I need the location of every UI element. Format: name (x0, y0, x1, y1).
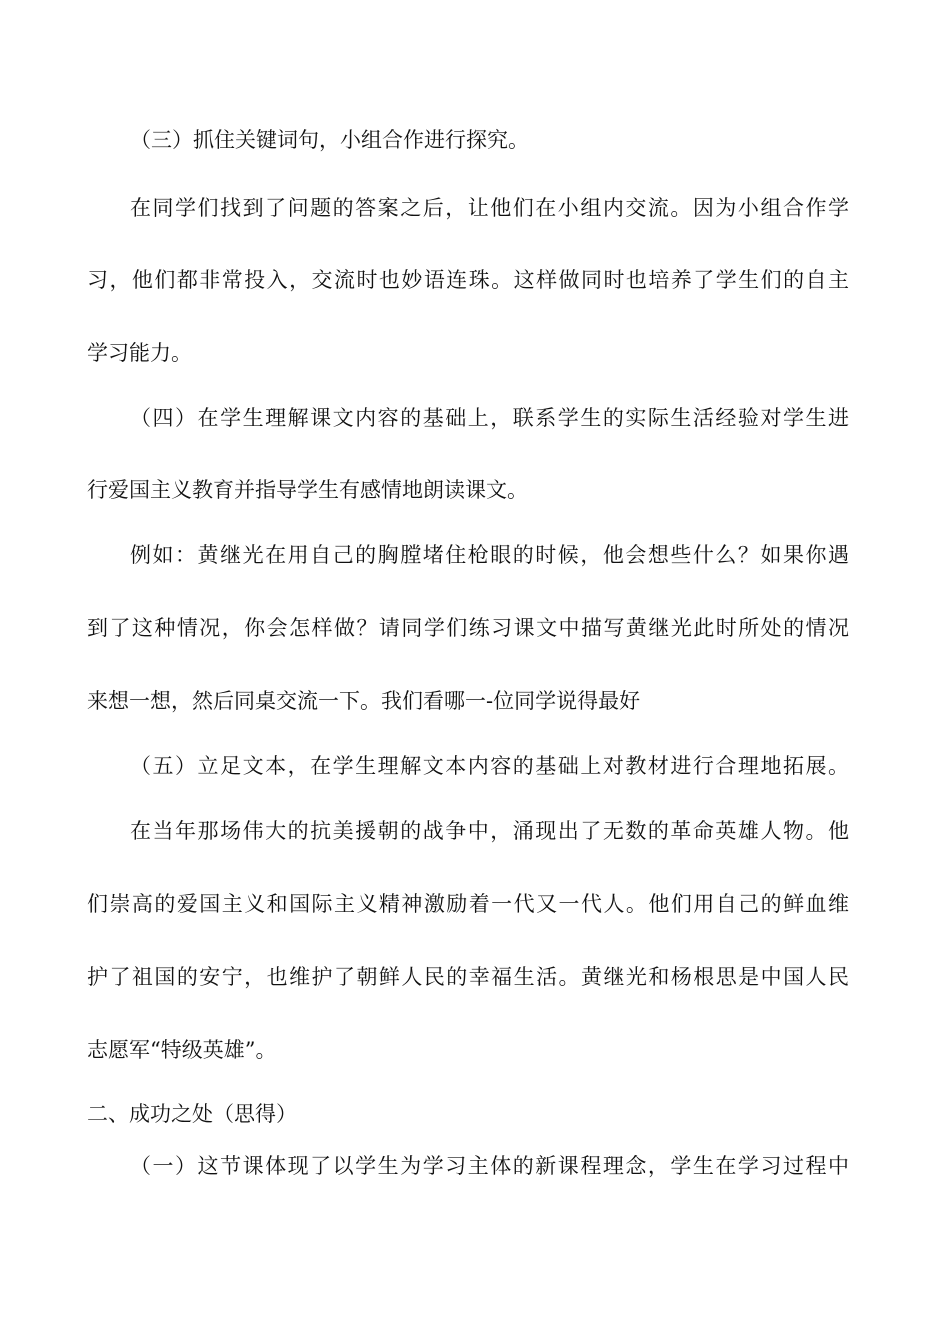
section-heading-three: （三）抓住关键词句，小组合作进行探究。 (130, 128, 529, 152)
paragraph-line: 到了这种情况，你会怎样做？请同学们练习课文中描写黄继光此时所处的情况 (87, 616, 849, 640)
paragraph-line: 例如：黄继光在用自己的胸膛堵住枪眼的时候，他会想些什么？如果你遇 (130, 543, 849, 567)
section-heading-four: （四）在学生理解课文内容的基础上，联系学生的实际生活经验对学生进 (130, 406, 849, 430)
paragraph-line: 习，他们都非常投入，交流时也妙语连珠。这样做同时也培养了学生们的自主 (87, 268, 849, 292)
paragraph-line: 护了祖国的安宁，也维护了朝鲜人民的幸福生活。黄继光和杨根思是中国人民 (87, 965, 849, 989)
paragraph-line: 行爱国主义教育并指导学生有感情地朗读课文。 (87, 478, 528, 502)
paragraph-line: 志愿军“特级英雄”。 (87, 1038, 277, 1062)
section-heading-five: （五）立足文本，在学生理解文本内容的基础上对教材进行合理地拓展。 (130, 754, 849, 778)
paragraph-line: 们崇高的爱国主义和国际主义精神激励着一代又一代人。他们用自己的鲜血维 (87, 892, 849, 916)
paragraph-line: 学习能力。 (87, 341, 192, 365)
section-heading-success: 二、成功之处（思得） (87, 1102, 297, 1126)
paragraph-line: 在当年那场伟大的抗美援朝的战争中，涌现出了无数的革命英雄人物。他 (130, 819, 849, 843)
section-heading-one: （一）这节课体现了以学生为学习主体的新课程理念，学生在学习过程中 (130, 1154, 849, 1178)
paragraph-line: 在同学们找到了问题的答案之后，让他们在小组内交流。因为小组合作学 (130, 196, 849, 220)
paragraph-line: 来想一想，然后同桌交流一下。我们看哪一-位同学说得最好 (87, 689, 641, 713)
